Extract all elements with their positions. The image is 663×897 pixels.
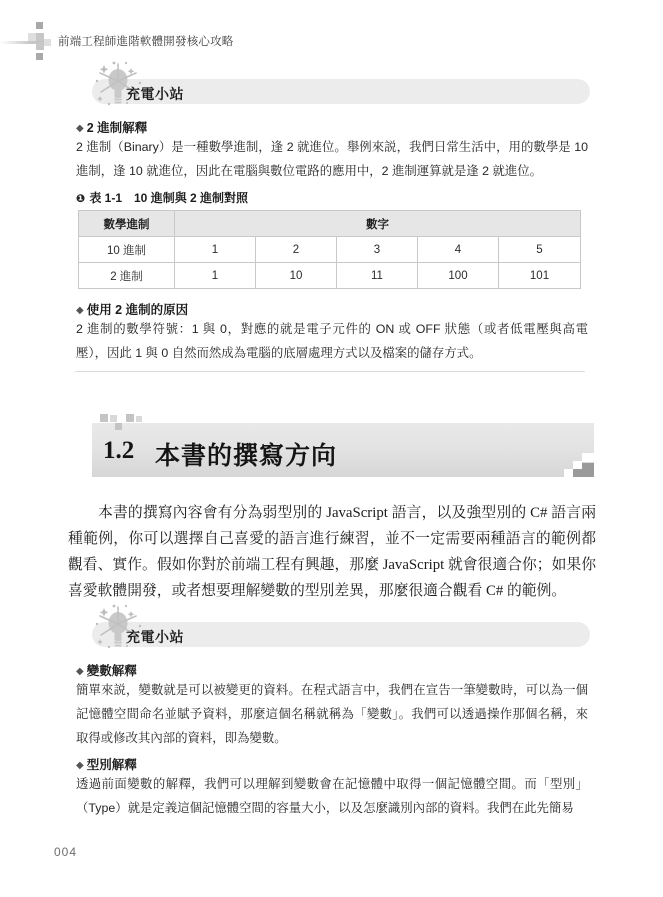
diamond-bullet-icon: ◆	[76, 666, 84, 677]
section-staircase-notch	[573, 461, 582, 469]
diamond-bullet-icon: ◆	[76, 760, 84, 771]
section-staircase-decoration	[573, 469, 582, 477]
table-cell: 1	[175, 237, 256, 263]
page-header	[0, 20, 663, 62]
tip-box-2-subheading-2-text: 型別解釋	[86, 758, 137, 772]
header-pixel-decoration	[44, 39, 51, 46]
tip-box-2-label: 充電小站	[126, 629, 184, 645]
tip-box-2-paragraph-2: 透過前面變數的解釋，我們可以理解到變數會在記憶體中取得一個記憶體空間。而「型別」（Type）就是定義這個記憶體空間的容量大小，以及怎麼識別內部的資料。我們在此先簡易	[76, 777, 588, 815]
table-cell: 5	[499, 237, 581, 263]
tip-box-2-subheading-2	[76, 755, 137, 773]
header-pixel-decoration	[36, 42, 44, 50]
table-header-cell-numbers: 數字	[175, 211, 581, 237]
table-cell: 100	[418, 263, 499, 289]
header-pixel-decoration	[36, 53, 43, 60]
tip-box-1-subheading-2-text: 使用 2 進制的原因	[86, 303, 189, 317]
section-number: 1.2	[103, 437, 135, 464]
tip-box-2-subheading-1-text: 變數解釋	[86, 664, 137, 678]
table-1-1-caption-text: 表 1-1 10 進制與 2 進制對照	[89, 191, 249, 205]
tip-box-1-subheading-1	[76, 118, 147, 136]
section-paragraph: 本書的撰寫內容會有分為弱型別的 JavaScript 語言，以及強型別的 C# 語言兩種範例，你可以選擇自己喜愛的語言進行練習，並不一定需要兩種語言的範例都觀看、實作。假如你對於前端工程有興趣，那麼 JavaScript 就會很適合你；如果你喜愛軟體開發，或者想要理解變數的型別差異，那麼很適合觀看 C# 的範例。	[68, 505, 596, 599]
running-header-title: 前端工程師進階軟體開發核心攻略	[58, 36, 234, 48]
header-pixel-decoration	[28, 33, 36, 41]
diamond-bullet-icon: ◆	[76, 123, 84, 134]
table-cell: 3	[337, 237, 418, 263]
tip-box-1-subheading-1-text: 2 進制解釋	[86, 121, 148, 135]
section-pixel-decoration	[115, 423, 122, 430]
table-row-label: 2 進制	[79, 263, 175, 289]
table-cell: 2	[256, 237, 337, 263]
table-1-1-caption	[76, 189, 248, 206]
table-cell: 4	[418, 237, 499, 263]
section-staircase-decoration	[582, 463, 594, 477]
section-pixel-decoration	[110, 415, 117, 422]
section-title: 本書的撰寫方向	[155, 442, 338, 470]
tip-box-1-paragraph-2: 2 進制的數學符號：1 與 0，對應的就是電子元件的 ON 或 OFF 狀態（或者低電壓與高電壓），因此 1 與 0 自然而然成為電腦的底層處理方式以及檔案的儲存方式。	[76, 322, 588, 360]
section-pixel-decoration	[136, 416, 142, 422]
table-header-row	[79, 211, 581, 237]
tip-box-2-subheading-1	[76, 661, 137, 679]
header-pixel-decoration	[36, 22, 43, 29]
diamond-bullet-icon: ◆	[76, 305, 84, 316]
table-header-cell-system: 數學進制	[79, 211, 175, 237]
section-staircase-notch	[582, 453, 594, 462]
table-row-label: 10 進制	[79, 237, 175, 263]
section-pixel-decoration	[100, 414, 108, 422]
tip-box-1-paragraph-1: 2 進制（Binary）是一種數學進制，逢 2 就進位。舉例來説，我們日常生活中，用的數學是 10 進制，逢 10 就進位，因此在電腦與數位電路的應用中，2 進制運算就是逢 2 就進位。	[76, 140, 588, 178]
tip-box-1-subheading-2	[76, 300, 188, 318]
table-row	[79, 263, 581, 289]
table-1-1	[78, 210, 581, 289]
tip-box-1-label: 充電小站	[126, 86, 184, 102]
tip-box-1-bottom-divider	[75, 371, 585, 372]
section-staircase-notch	[564, 469, 573, 477]
table-row	[79, 237, 581, 263]
table-cell: 11	[337, 263, 418, 289]
page-number: 004	[54, 845, 78, 859]
section-pixel-decoration	[126, 414, 134, 422]
numbered-marker-icon: ❶	[76, 193, 86, 205]
table-cell: 1	[175, 263, 256, 289]
table-cell: 101	[499, 263, 581, 289]
tip-box-2-paragraph-1: 簡單來説，變數就是可以被變更的資料。在程式語言中，我們在宣告一筆變數時，可以為一個記憶體空間命名並賦予資料，那麼這個名稱就稱為「變數」。我們可以透過操作那個名稱，來取得或修改其內部的資料，即為變數。	[76, 683, 588, 745]
header-pixel-decoration	[36, 33, 44, 41]
table-cell: 10	[256, 263, 337, 289]
